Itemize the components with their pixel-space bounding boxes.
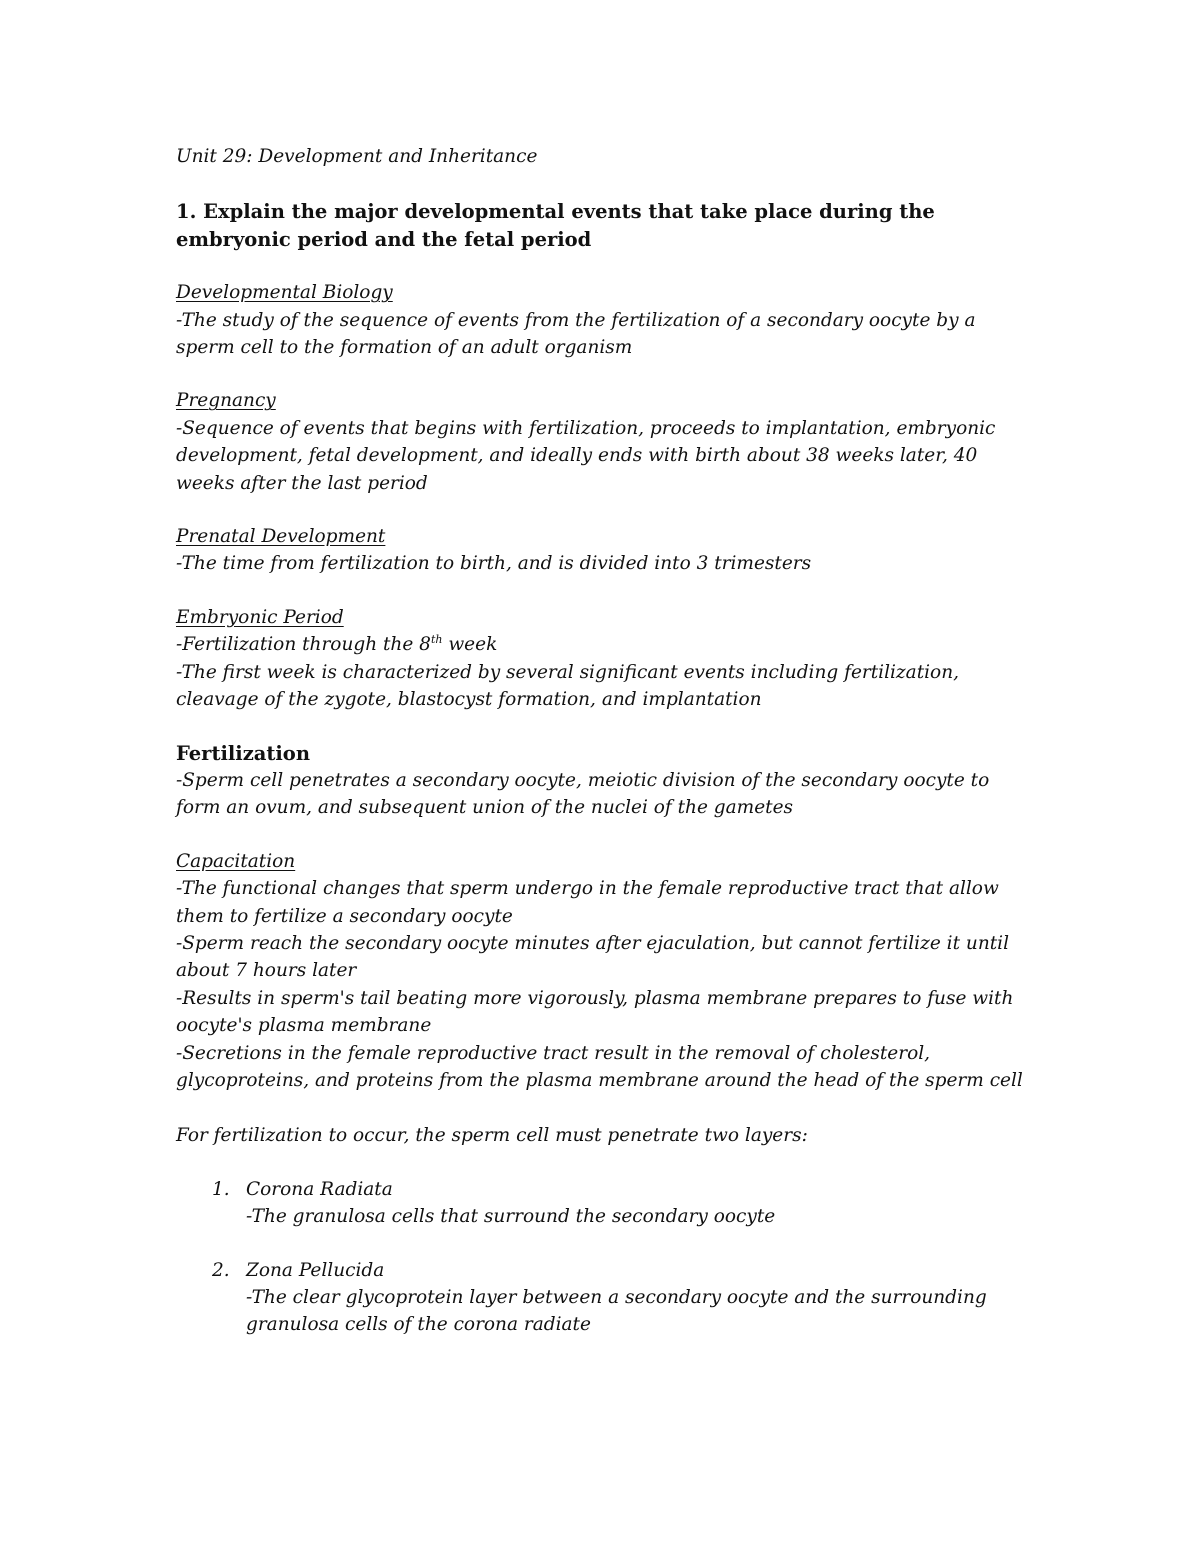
term-capacitation <box>176 848 1036 1095</box>
layer-description: -The clear glycoprotein layer between a secondary oocyte and the surrounding granulosa cells of the corona radiate <box>246 1287 987 1336</box>
definition-text: -Fertilization through the 8 <box>176 634 431 656</box>
layer-description: -The granulosa cells that surround the secondary oocyte <box>246 1206 776 1228</box>
layer-name: Corona Radiata <box>246 1178 393 1200</box>
term-definition: -The time from fertilization to birth, and is divided into 3 trimesters <box>176 553 812 575</box>
list-number: 2. <box>212 1259 230 1281</box>
term-pregnancy <box>176 387 1036 497</box>
fertilization-heading: Fertilization <box>176 741 310 765</box>
term-embryonic-period <box>176 604 1036 714</box>
definition-text: week <box>442 634 498 656</box>
superscript-th: th <box>430 633 443 647</box>
list-item <box>176 1257 1036 1339</box>
term-definition: -The functional changes that sperm undergo in the female reproductive tract that allow them to fertilize a secondary oocyte <box>176 878 999 927</box>
fertilization-definition: -Sperm cell penetrates a secondary oocyte, meiotic division of the secondary oocyte to form an ovum, and subsequent union of the nuclei of the gametes <box>176 769 990 819</box>
term-title: Embryonic Period <box>176 606 344 628</box>
term-prenatal-development <box>176 523 1036 578</box>
term-title: Developmental Biology <box>176 282 393 304</box>
term-title: Prenatal Development <box>176 526 386 548</box>
question-heading: 1. Explain the major developmental events that take place during the embryonic period and the fetal period <box>176 200 935 251</box>
term-definition: -Results in sperm's tail beating more vigorously, plasma membrane prepares to fuse with oocyte's plasma membrane <box>176 987 1014 1037</box>
term-definition: -The first week is characterized by several significant events including fertilization, cleavage of the zygote, blastocyst formation, and implantation <box>176 661 959 711</box>
layers-list <box>176 1176 1036 1339</box>
term-title: Pregnancy <box>176 390 276 412</box>
term-definition <box>176 631 1036 658</box>
unit-title: Unit 29: Development and Inheritance <box>176 146 538 167</box>
list-item <box>176 1176 1036 1231</box>
layer-name: Zona Pellucida <box>246 1259 385 1281</box>
term-definition: -Secretions in the female reproductive tract result in the removal of cholesterol, glycoproteins, and proteins from the plasma membrane around the head of the sperm cell <box>176 1042 1023 1091</box>
term-definition: -Sequence of events that begins with fertilization, proceeds to implantation, embryonic development, fetal development, and ideally ends with birth about 38 weeks later, 40 weeks after the last period <box>176 417 996 494</box>
term-definition: -The study of the sequence of events from the fertilization of a secondary oocyte by a sperm cell to the formation of an adult organism <box>176 309 976 359</box>
list-number: 1. <box>212 1178 230 1200</box>
term-developmental-biology <box>176 279 1036 361</box>
term-definition: -Sperm reach the secondary oocyte minutes after ejaculation, but cannot fertilize it until about 7 hours later <box>176 932 1009 982</box>
term-title: Capacitation <box>176 850 296 872</box>
layers-intro: For fertilization to occur, the sperm cell must penetrate two layers: <box>176 1125 808 1147</box>
document-page <box>176 143 1036 1365</box>
